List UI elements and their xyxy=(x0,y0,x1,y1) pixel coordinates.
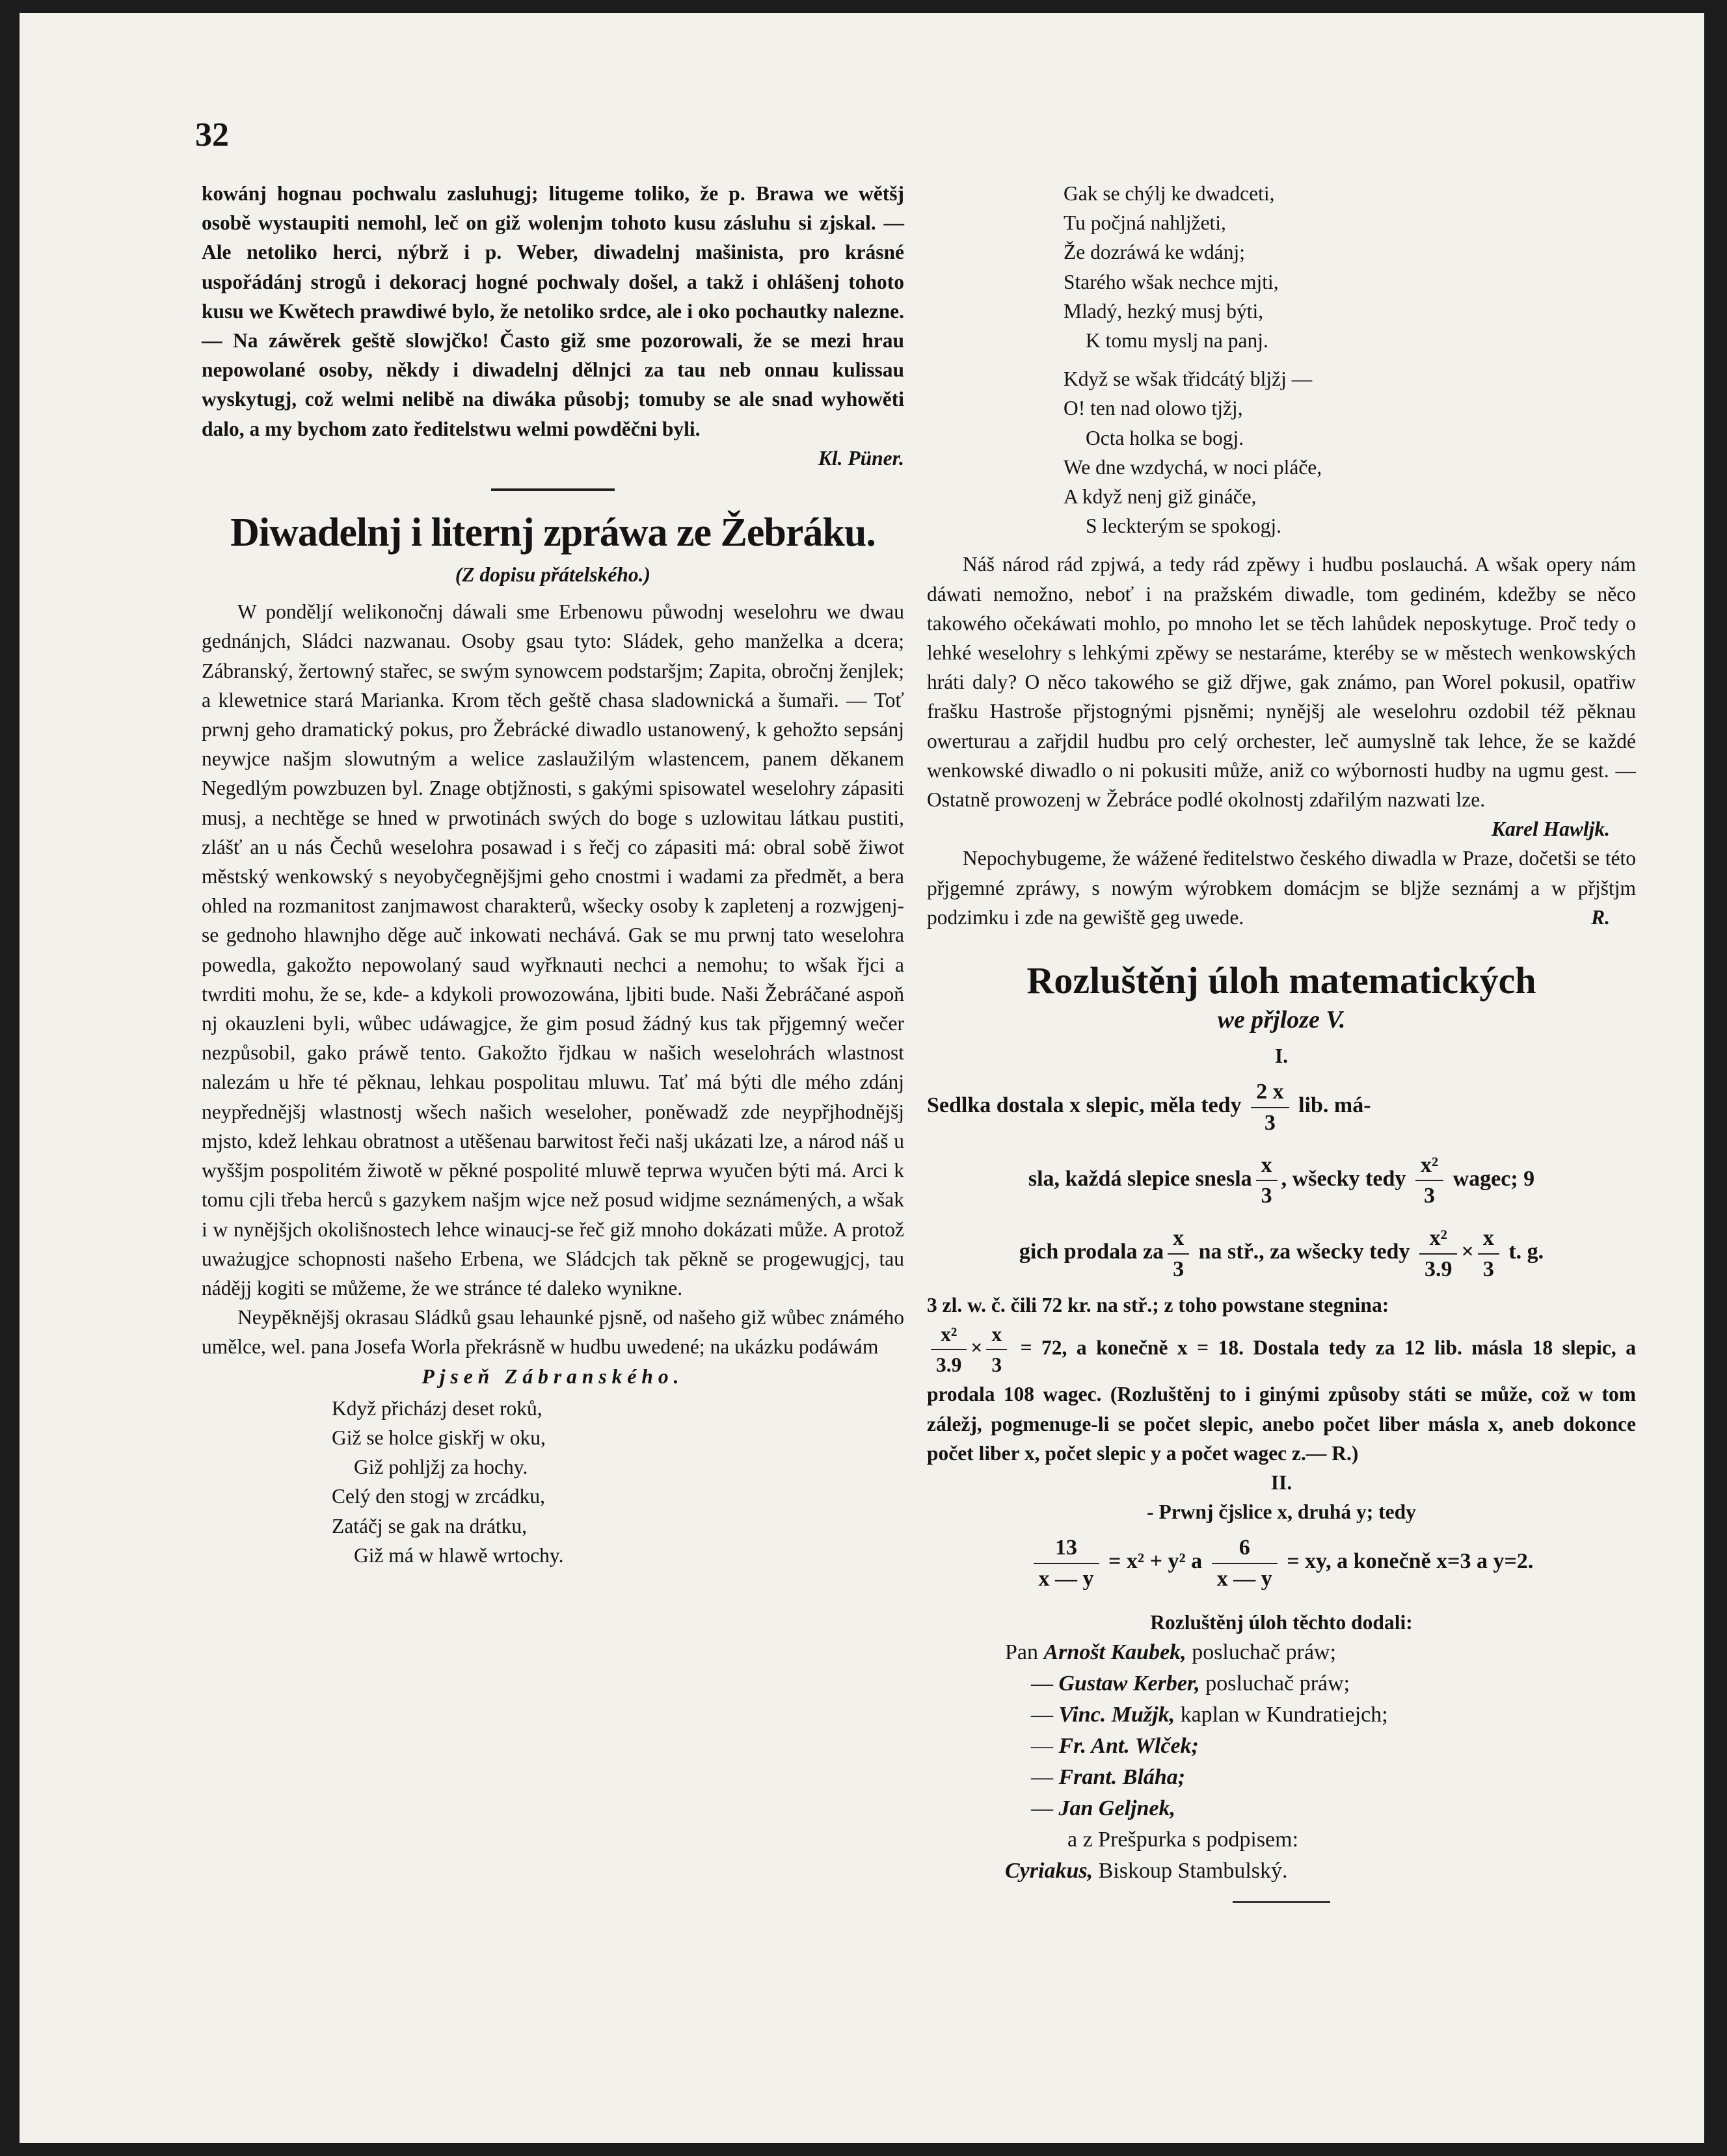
solver-entry xyxy=(1005,1699,1636,1731)
numerator: x xyxy=(1478,1223,1499,1254)
text: wagec; xyxy=(1453,1166,1518,1191)
poem-line: K tomu myslj na panj. xyxy=(1086,329,1268,353)
poem-line: Giž se holce giskřj w oku, xyxy=(332,1426,546,1449)
numerator: x² xyxy=(931,1320,967,1350)
denominator: x — y xyxy=(1216,1566,1272,1591)
prefix: — xyxy=(1031,1764,1053,1789)
fraction-x-over-3 xyxy=(1478,1223,1499,1283)
fraction-x-over-3 xyxy=(1256,1151,1278,1210)
solver-name: Gustaw Kerber, xyxy=(1058,1671,1200,1696)
poem-line: S leckterým se spokogj. xyxy=(1086,514,1281,538)
solution-1-line-2 xyxy=(927,1144,1636,1217)
denominator: 3.9 xyxy=(936,1353,962,1377)
article-paragraph-1: W ponděljí welikonočnj dáwali sme Erbenowu půwodnj weselohru we dwau gednánjch, Sládci nazwanau. Osoby gsau tyto: Sládek, geho manželka a dcera; Zábranský, žertowný stařec, se swým synowcem podstaršjm; Zapita, obročnj ženjlek; a klewetnice stará Marianka. Krom těch geště chasa sladownická a šumaři. — Toť prwnj geho dramatický pokus, pro Žebrácké diwadlo ustanowený, k gehožto sepsánj neywjce našjm slowutným a welice zaslaužilým wlastencem, panem děkanem Negedlým powzbuzen byl. Znage obtjžnosti, s gakými spisowatel weselohry zápasiti musj, a nechtěge se hned w prwotinách swých do boge s uzlowitau látkau pustiti, zlášť an u nás Čechů weselohra posawad i s řečj co zápasiti má: obral sobě žiwot městský wenkowský s neyobyčegnějšjmi geho cnostmi i wadami za předmět, a bera ohled na rozmanitost zanjmawost charakterů, wšecky osoby k zapletenj a rozwjgenj-se gednoho hlawnjho děge auč inkowati nechává. Gak se mu prwnj tato weselohra powedla, gakožto nepowolaný saud wyřknauti nechci a nemohu; to wšak řjci a twrditi mohu, že se, kde- a kdykoli prowozowána, ljbiti bude. Naši Žebráčané aspoň nj okauzleni byli, wůbec udáwagjce, že gim posud žádný kus tak přjgemný wečer nezpůsobil, gako práwě tento. Gakožto řjdkau w našich weselohrách wlastnost nalezám u hře té pěknau, lehkau pospolitau mluwu. Tať má býti dle mého zdánj neypřednějšj wlastnostj wšech našich weseloher, poněwadž zde neypřjhodnějšj mjsto, kdež lehkau obratnost a utěšenau barwitost řeči našj ukázati lze, a národ náš u wyššjm pospolitém žiwotě w pěkné pospolité mluwě teprwa wyučen býti má. Arci k tomu cjli třeba herců s gazykem našjm wjce než posud widjme seznámených, a wšak i w nynějšjch okolišnostech lehce winaucj-se řeč giž mnoho dokázati může. A protož uważugjce schopnosti našeho Erbena, we Sládcjch tak pěkně se progewugjcj, tau nádějj kogiti se můžeme, že we stránce té daleko wynikne. xyxy=(202,600,904,1299)
solution-1-line-4: 3 zl. w. č. čili 72 kr. na stř.; z toho powstane stegnina: xyxy=(927,1293,1389,1316)
denominator: 3 xyxy=(1482,1257,1494,1281)
music-paragraph: Náš národ rád zpjwá, a tedy rád zpěwy i hudbu poslauchá. A wšak opery nám dáwati nemožno, neboť i na pražském diwadle, tom gediném, kdežby se něco takowého očekáwati mohlo, po mnoho let se těch lahůdek neposkytuge. Proč tedy o lehké weselohry s lehkými zpěwy se nestaráme, kteréby se w městech wenkowských hráti daly? O něco takowého se giž dřjwe, gak známo, pan Worel pokusil, opatřiw frašku Hastroše přjstognými pjsněmi; nynějšj ale weselohru ozdobil též pěknau owerturau a zařjdil hudbu pro celý orchester, leč aumyslně tak lehce, že se každé wenkowské diwadlo o ni pokusiti může, aniž co wýbornosti hudby na ugmu gest. — Ostatně prowozenj w Žebráce podlé okolnostj zdařilým nazwati lze. xyxy=(927,553,1636,812)
solver-name: Arnošt Kaubek, xyxy=(1043,1640,1186,1664)
editor-signature: R. xyxy=(1591,906,1610,929)
editor-paragraph: Nepochybugeme, že wážené ředitelstwo českého diwadla w Praze, dočetši se této přjgemné zpráwy, s nowým wýrobkem domácjm se bljže seznámj a w přjštjm podzimku i zde na gewiště geg uwede. xyxy=(927,847,1636,929)
section-divider xyxy=(491,488,615,491)
article-heading xyxy=(202,509,904,556)
solution-1-line-3: gich prodala za $\frac{x}{3}$ na stř., za wšecky tedy $\frac{\text{x²}}{3.9}$ × $\frac{x}{3}$ t. g. xyxy=(927,1217,1636,1290)
poem-line: Zatáčj se gak na drátku, xyxy=(332,1514,527,1537)
fraction-2x-over-3 xyxy=(1251,1077,1289,1137)
math-heading xyxy=(927,958,1636,1004)
denominator: 3 xyxy=(1173,1257,1185,1281)
poem-stanza-2 xyxy=(927,179,1636,355)
text: gich prodala za xyxy=(1019,1240,1164,1264)
poem-line: We dne wzdychá, w noci pláče, xyxy=(1064,455,1322,479)
section-1-label: I. xyxy=(1274,1045,1289,1068)
solver-pressburg: a z Prešpurka s podpisem: xyxy=(1067,1827,1299,1852)
poem-title: Pjseň Zábranského. xyxy=(422,1364,684,1388)
solution-1-line-1 xyxy=(927,1071,1636,1143)
prefix: — xyxy=(1031,1796,1053,1820)
left-column xyxy=(202,179,904,1570)
solver-name: Vinc. Mužjk, xyxy=(1058,1702,1175,1727)
solver-detail: posluchač práw; xyxy=(1205,1671,1350,1696)
denominator: 3 xyxy=(991,1353,1002,1377)
solver-entry-last xyxy=(1005,1856,1636,1887)
solver-entry xyxy=(1005,1668,1636,1699)
solution-1 xyxy=(927,1071,1636,1467)
poem-line: Tu počjná nahljžeti, xyxy=(1064,211,1226,235)
text: t. g. xyxy=(1508,1240,1544,1264)
intro-paragraph: kowánj hognau pochwalu zasluhugj; litugeme toliko, že p. Brawa we wětšj osobě wystaupiti nemohl, leč on giž wolenjm tohoto kusu zásluhu si zjskal. — Ale netoliko herci, nýbrž i p. Weber, diwadelnj mašinista, pro krásné uspořádánj strogů i dekoracj hogné pochwaly došel, a takž i ohlášenj tohoto kusu we Kwětech prawdiwé bylo, že netoliko srdce, ale i oko pochautky nalezne. — Na záwěrek geště slowjčko! Často giž sme pozorowali, že se mezi hrau nepowolané osoby, někdy i diwadelnj dělnjci za tau neb onnau kulissau wyskytugj, což welmi nelibě na diwáka působj; tomuby se ale snad wyhowěti dalo, a my bychom zato ředitelstwu welmi powděčni byli. xyxy=(202,182,904,440)
solver-name: Cyriakus, xyxy=(1005,1858,1093,1883)
poem-stanza-3 xyxy=(927,364,1636,540)
newspaper-page xyxy=(20,13,1704,2143)
numerator: x xyxy=(1256,1151,1278,1181)
poem-line: Že dozráwá ke wdánj; xyxy=(1064,241,1245,264)
fraction-x-over-3 xyxy=(986,1320,1007,1379)
text: na stř., za wšecky tedy xyxy=(1198,1240,1410,1264)
solver-name: Jan Geljnek, xyxy=(1058,1796,1175,1820)
denominator: x — y xyxy=(1038,1566,1094,1591)
text: lib. má- xyxy=(1298,1093,1371,1118)
numerator: 2 x xyxy=(1251,1077,1289,1108)
article-title: Diwadelnj i liternj zpráwa ze Žebráku. xyxy=(230,511,876,555)
solution-2-equation xyxy=(927,1526,1636,1599)
text: = x² + y² a xyxy=(1108,1549,1203,1574)
numerator: x xyxy=(1168,1223,1189,1254)
fraction-13-over-x-y xyxy=(1034,1533,1099,1593)
fraction-6-over-x-y xyxy=(1212,1533,1278,1593)
fraction-x2-over-39 xyxy=(931,1320,967,1379)
solver-entry xyxy=(1005,1637,1636,1668)
poem-line: Giž pohljžj za hochy. xyxy=(354,1456,528,1479)
fraction-x2-over-3 xyxy=(1415,1151,1443,1210)
text: sla, každá slepice snesla xyxy=(1028,1166,1252,1191)
text: 9 xyxy=(1523,1166,1535,1191)
article-paragraph-2: Neypěknějšj okrasau Sládků gsau lehaunké pjsně, od našeho giž wůbec známého umělce, wel. pana Josefa Worla překrásně w hudbu uwedené; na ukázku podáwám xyxy=(202,1306,904,1359)
poem-line: Octa holka se bogj. xyxy=(1086,426,1244,449)
poem-line: Giž má w hlawě wrtochy. xyxy=(354,1543,564,1567)
denominator: 3 xyxy=(1423,1184,1435,1208)
poem-line: Gak se chýlj ke dwadceti, xyxy=(1064,182,1275,205)
text: = xy, a konečně x=3 a y=2. xyxy=(1287,1549,1534,1574)
solver-name: Frant. Bláha; xyxy=(1058,1764,1186,1789)
denominator: 3 xyxy=(1261,1184,1272,1208)
text: = 72, a konečně x = 18. Dostala tedy za 12 lib. másla 18 slepic, a prodala 108 wagec. (Rozluštěnj to i ginými způsoby státi se může, což w tom záležj, pogmenuge-li se počet slepic, anebo počet liber másla x, aneb dokonce počet liber x, počet slepic y a počet wagec z.— R.) xyxy=(927,1336,1637,1465)
poem-line: A když nenj giž gináče, xyxy=(1064,485,1257,509)
solver-detail: kaplan w Kundratiejch; xyxy=(1180,1702,1388,1727)
fraction-x2-over-39 xyxy=(1419,1223,1458,1283)
numerator: 13 xyxy=(1034,1533,1099,1564)
prefix: Pan xyxy=(1005,1640,1038,1664)
right-column xyxy=(927,179,1636,1903)
numerator: x xyxy=(986,1320,1007,1350)
poem-line: Celý den stogj w zrcádku, xyxy=(332,1485,546,1508)
solution-1-result: $\frac{\text{x²}}{3.9}$ × $\frac{x}{3}$ = 72, a konečně x = 18. Dostala tedy za 12 lib. másla 18 slepic, a prodala 108 wagec. (Rozluštěnj to i ginými způsoby státi se může, což w tom záležj, pogmenuge-li se počet slepic, anebo počet liber másla x, aneb dokonce počet liber x, počet slepic y a počet wagec z.— R.) xyxy=(927,1320,1636,1468)
music-signature: Karel Hawljk. xyxy=(1491,818,1610,841)
poem-line: Starého wšak nechce mjti, xyxy=(1064,270,1279,293)
prefix: — xyxy=(1031,1733,1053,1758)
numerator: x² xyxy=(1419,1223,1458,1254)
article-subtitle: (Z dopisu přátelského.) xyxy=(455,563,651,587)
numerator: 6 xyxy=(1212,1533,1278,1564)
poem-line: Když se wšak třidcátý bljžj — xyxy=(1064,367,1313,391)
solver-entry xyxy=(1005,1762,1636,1793)
solvers-list xyxy=(927,1637,1636,1887)
text: Sedlka dostala x slepic, měla tedy xyxy=(927,1093,1242,1118)
intro-signature: Kl. Püner. xyxy=(818,446,904,470)
poem-line: Mladý, hezký musj býti, xyxy=(1064,299,1264,323)
solver-entry xyxy=(1005,1793,1636,1824)
denominator: 3.9 xyxy=(1424,1257,1453,1281)
solver-detail: posluchač práw; xyxy=(1192,1640,1337,1664)
poem-line: Když přicházj deset roků, xyxy=(332,1396,542,1420)
prefix: — xyxy=(1031,1671,1053,1696)
math-title: Rozluštěnj úloh matematických xyxy=(1026,959,1536,1002)
fraction-x-over-3 xyxy=(1168,1223,1189,1283)
poem-stanza-1 xyxy=(202,1394,904,1570)
section-2-label: II. xyxy=(1270,1471,1292,1494)
page-number: 32 xyxy=(195,116,229,153)
solver-name: Fr. Ant. Wlček; xyxy=(1058,1733,1199,1758)
math-subtitle: we přjloze V. xyxy=(1217,1006,1346,1034)
poem-line: O! ten nad olowo tjžj, xyxy=(1064,397,1243,420)
solver-entry xyxy=(1005,1731,1636,1762)
denominator: 3 xyxy=(1264,1110,1276,1135)
solution-2-intro: - Prwnj čjslice x, druhá y; tedy xyxy=(1147,1500,1416,1524)
solvers-intro: Rozluštěnj úloh těchto dodali: xyxy=(1150,1610,1413,1634)
numerator: x² xyxy=(1415,1151,1443,1181)
text: , wšecky tedy xyxy=(1281,1166,1406,1191)
end-divider xyxy=(1233,1901,1330,1903)
prefix: — xyxy=(1031,1702,1053,1727)
solver-detail: Biskoup Stambulský. xyxy=(1098,1858,1288,1883)
